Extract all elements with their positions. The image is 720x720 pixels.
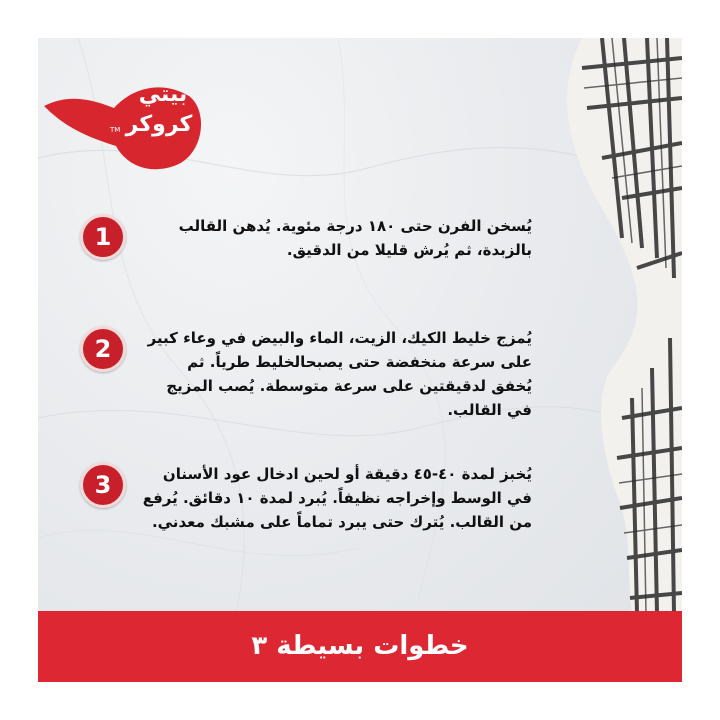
footer-title: خطوات بسيطة ٣ xyxy=(251,631,469,661)
recipe-card xyxy=(38,38,682,682)
step-number-badge: 1 xyxy=(80,214,126,260)
logo-text-line1: بيتي xyxy=(138,82,188,107)
logo-text-line2: كروكر xyxy=(125,112,193,137)
checkered-towel xyxy=(542,38,682,613)
step-text: يُمزج خليط الكيك، الزيت، الماء والبيض في وعاء كبير على سرعة منخفضة حتى يصبحالخليط طرياً. ثم يُخفق لدقيقتين على سرعة متوسطة. يُصب المزيج في القالب. xyxy=(147,329,532,419)
step-number-badge: 2 xyxy=(80,326,126,372)
trademark-mark: TM xyxy=(110,126,121,134)
step-number-badge: 3 xyxy=(80,462,126,508)
step-text: يُسخن الفرن حتى ١٨٠ درجة مئوية. يُدهن القالب بالزبدة، ثم يُرش قليلا من الدقيق. xyxy=(178,217,532,259)
step-text: يُخبز لمدة ٤٠-٤٥ دقيقة أو لحين ادخال عود الأسنان في الوسط وإخراجه نظيفاً. يُبرد لمدة ١٠ دقائق. يُرفع من القالب. يُترك حتى يبرد تماماً على مشبك معدني. xyxy=(142,465,532,531)
footer-banner xyxy=(38,611,682,682)
